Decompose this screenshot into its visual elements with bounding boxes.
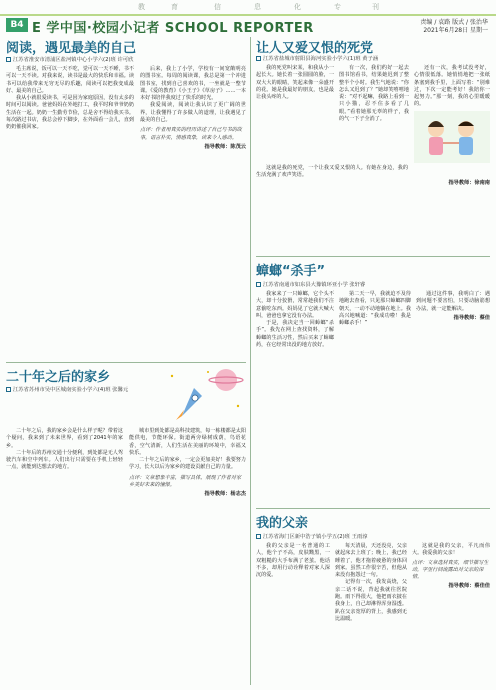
issue-meta — [420, 19, 488, 35]
byline-text: 江苏省南通市如东县大豫镇环亚小学 张轩睿 — [263, 282, 366, 288]
paragraph: 我家来了一只蟑螂，它个头不大，却十分狡猾，常常趁我们不注意偷吃东西。妈妈见了它就大喊大叫，爸爸也拿它没有办法。 — [256, 291, 334, 319]
strip-char: 信 — [214, 3, 231, 11]
article-byline — [6, 55, 246, 63]
article-body-cont — [140, 66, 246, 124]
paragraph: 于是，我决定当一回蟑螂“杀手”。我先在网上查找资料，了解蟑螂的生活习性，然后买来了蟑螂药，在它经常出没的地方放好。 — [256, 320, 334, 349]
byline-text: 江苏省淮安市清浦区盐河镇中心小学六(2)班 许可欣 — [13, 57, 134, 63]
article-byline — [256, 54, 490, 62]
friends-illustration — [414, 111, 490, 163]
space-rocket-illustration — [164, 366, 244, 422]
paragraph: 这就是我的死党，一个让我又爱又恨的人。有她在身边，我的生活充满了欢声笑语。 — [256, 164, 408, 179]
page-number: B4 — [6, 18, 28, 32]
paragraph: 有一次，我们约好一起去图书馆看书，结果她迟到了整整半个小时。我生气地说：“你怎么又迟到了？”她却笑嘻嘻地说：“对不起嘛，我路上看到一只小猫，忍不住多看了几眼。”看着她那无辜的样子，我的气一下子全消了。 — [339, 65, 409, 123]
teacher-credit: 指导教师：蔡佳 — [453, 314, 490, 321]
teacher-credit: 指导教师：徐南南 — [448, 180, 490, 187]
article-father — [256, 512, 490, 686]
article-best-friend — [256, 37, 490, 252]
byline-marker — [6, 57, 11, 62]
paragraph: 第二天一早，我就迫不及待地跑去查看，只见那只蟑螂四脚朝天，一动不动地躺在地上。我高兴地喊道：“我成功啦！我是蟑螂杀手！” — [339, 291, 411, 327]
article-body — [6, 428, 123, 497]
column-divider — [250, 37, 251, 685]
teacher-credit: 指导教师：蔡佳佳 — [448, 583, 490, 590]
section-divider — [256, 508, 490, 509]
byline-marker — [256, 56, 261, 61]
article-body — [256, 291, 334, 349]
strip-char: 专 — [334, 3, 351, 11]
article-headline: 二十年之后的家乡 — [6, 370, 111, 385]
article-byline — [256, 532, 490, 540]
article-byline — [6, 385, 128, 393]
section-bar — [0, 16, 496, 34]
article-body-end — [256, 165, 408, 180]
paragraph: 后来，我上了小学，学校有一间宽敞明亮的图书室。每周的阅读课，我总是第一个冲进图书室，找到自己喜欢的书，一坐就是一整节课。《爱的教育》《小王子》《草房子》……一本本好书陪伴我度过了快乐的时光。 — [140, 66, 246, 102]
paragraph: 我的死党叫宋某，和我从小一起长大。她长着一张圆圆的脸，一双大大的眼睛，笑起来像一朵盛开的花。她是我最好的朋友，也是最让我头疼的人。 — [256, 65, 334, 101]
article-comment: 点评：文章想象丰富，描写具体，展现了作者对家乡美好未来的憧憬。 — [129, 474, 242, 489]
teacher-credit: 指导教师：陈茂云 — [204, 143, 246, 150]
paragraph: 二十年后的苏州交通十分便利，到处都是无人驾驶汽车和空中列车。人们出行只需要在手机上轻轻一点，就能到达想去的地方。 — [6, 449, 123, 471]
article-byline — [256, 280, 490, 288]
paragraph: 记得有一次，我发高烧，父亲二话不说，背起我就往医院跑。雨下得很大，他把雨衣披在我身上，自己却淋得浑身湿透。趴在父亲宽厚的背上，我感到无比温暖。 — [335, 579, 407, 622]
strip-char: 教 — [138, 3, 155, 11]
article-headline: 蟑螂“杀手” — [256, 264, 326, 279]
article-comment: 点评：作者用真实的经历讲述了自己与书的故事，语言朴实，情感真挚，读来令人感动。 — [140, 127, 242, 141]
article-body — [256, 65, 334, 163]
star-icon — [171, 375, 173, 377]
strip-char: 刊 — [372, 3, 389, 11]
column-strip — [0, 0, 496, 14]
byline-text: 江苏省苏州市吴中区城南实验小学六(4)班 张馨元 — [13, 387, 129, 393]
paragraph: 还有一次，我考试没考好，心情很低落。她悄悄地把一张纸条塞到我手里，上面写着：“别难过，下次一定能考好！我陪你一起努力。”那一刻，我的心里暖暖的。 — [414, 65, 490, 108]
article-hometown — [6, 366, 246, 686]
article-body — [6, 66, 134, 150]
paragraph: 通过这件事，我明白了：遇到问题不要害怕，只要动脑筋想办法，就一定能解决。 — [416, 291, 490, 312]
article-body — [256, 543, 330, 623]
article-body-cont — [412, 543, 490, 558]
paragraph: 这就是我的父亲，平凡而伟大。我爱我的父亲！ — [412, 543, 490, 557]
date-line: 2021年6月28日 星期一 — [423, 27, 488, 34]
byline-marker — [6, 387, 11, 392]
article-headline: 我的父亲 — [256, 516, 309, 531]
article-body-cont — [335, 543, 407, 623]
article-reading — [6, 37, 246, 362]
article-body-cont — [129, 428, 246, 472]
editor-line: 责编 / 袁路 版式 / 张治华 — [420, 19, 488, 26]
teacher-credit: 指导教师：杨志杰 — [204, 491, 246, 498]
section-masthead: E 学中国·校园小记者 SCHOOL REPORTER — [32, 21, 314, 36]
byline-marker — [256, 282, 261, 287]
article-cockroach — [256, 260, 490, 505]
article-body-cont — [414, 65, 490, 109]
planet-icon — [215, 369, 237, 391]
article-headline: 让人又爱又恨的死党 — [256, 41, 374, 56]
paragraph: 我的父亲是一名普通的工人，他个子不高，皮肤黝黑，一双粗糙的大手布满了老茧。他话不多，却用行动诠释着对家人深沉的爱。 — [256, 543, 330, 579]
article-headline: 阅读，遇见最美的自己 — [6, 41, 137, 56]
section-divider — [256, 256, 490, 257]
byline-text: 江苏省盐城市射阳县海河实验小学六(1)班 黄子涵 — [263, 56, 379, 62]
paragraph: 二十年之后的家乡，一定会更加美好！我要努力学习，长大以后为家乡的建设贡献自己的力量。 — [129, 457, 246, 471]
paragraph: 二十年之后，我的家乡会是什么样子呢？带着这个疑问，我来到了未来世界，看到了2041年的家乡。 — [6, 428, 123, 449]
paragraph: 我从小就很爱读书，可是因为家庭原因，没有太多的时间可以阅读。爸爸妈妈在外地打工，我平时和爷爷奶奶生活在一起。奶奶一生勤劳节俭，总是舍不得给我买书。每次路过书店，我总会停下脚步，在外面看一会儿，直到奶奶催我回家。 — [6, 95, 134, 131]
paragraph: 毛主席说，饭可以一天不吃，觉可以一天不睡，书不可以一天不读。对我来说，读书是最大的快乐和幸福。读书可以给我带来无穷无尽的乐趣，阅读可以把我变成最好、最美的自己。 — [6, 66, 134, 94]
article-body-cont — [339, 65, 409, 163]
byline-text: 江苏省海门区新中浩子镇小学五(2)班 王雨淳 — [263, 534, 368, 540]
strip-char: 育 — [171, 3, 188, 11]
article-body-cont — [416, 291, 490, 313]
article-comment: 点评：文章选材真实，细节描写生动，字里行间流露出对父亲的深情。 — [412, 559, 489, 581]
strip-char: 化 — [294, 3, 311, 11]
article-body-cont — [339, 291, 411, 349]
paragraph: 每天清晨，天还没亮，父亲就起床去上班了；晚上，我已经睡着了，他才拖着疲惫的身体回到家。虽然工作很辛苦，但他从来没有抱怨过一句。 — [335, 543, 407, 579]
paragraph: 城市里到处都是高科技建筑，每一栋楼都是太阳能供电，节能环保。街道两旁绿树成荫，鸟语花香，空气清新，人们生活在美丽的环境中，幸福又快乐。 — [129, 428, 246, 456]
byline-marker — [256, 534, 261, 539]
strip-char: 息 — [254, 3, 271, 11]
rocket-icon — [182, 388, 202, 416]
paragraph: 我爱阅读，阅读让我认识了更广阔的世界，让我懂得了许多做人的道理，让我遇见了最美的自己。 — [140, 102, 246, 124]
section-divider — [6, 362, 246, 363]
page-header — [0, 0, 496, 34]
